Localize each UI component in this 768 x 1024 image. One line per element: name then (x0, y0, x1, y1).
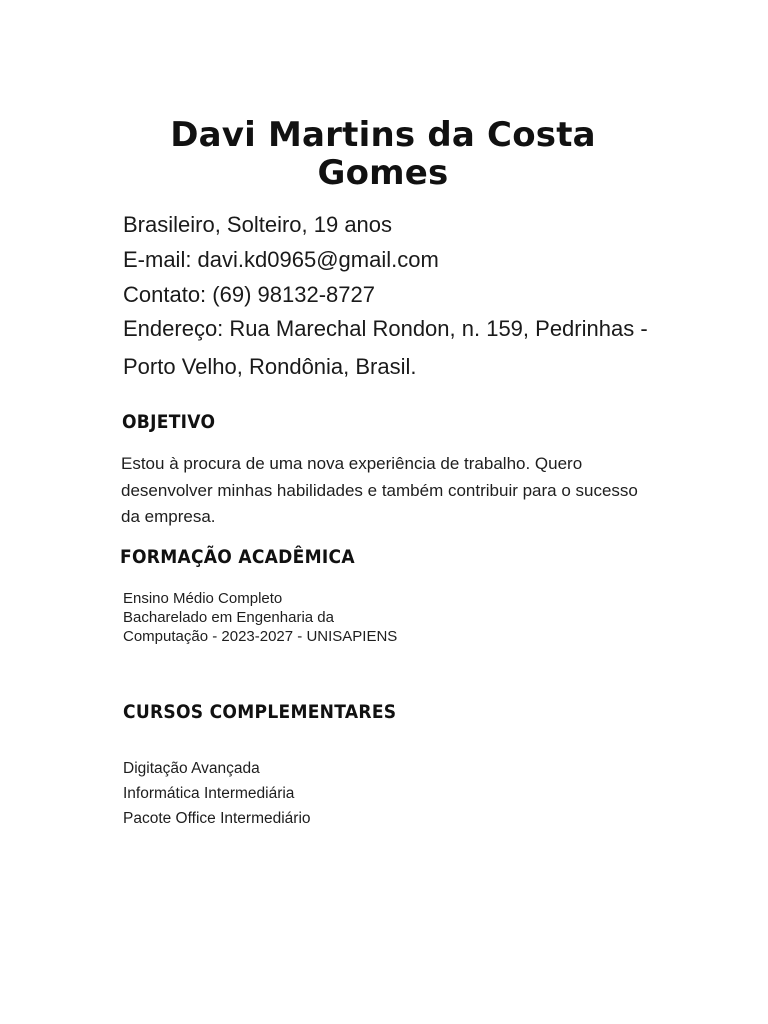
personal-info-line: Brasileiro, Solteiro, 19 anos (123, 212, 393, 237)
curso-item: Pacote Office Intermediário (123, 810, 311, 827)
contact-line: Contato: (69) 98132-8727 (123, 282, 375, 307)
formacao-item: Ensino Médio Completo (123, 590, 283, 607)
cursos-heading: CURSOS COMPLEMENTARES (123, 701, 397, 723)
curso-item: Digitação Avançada (123, 760, 260, 777)
cursos-list (123, 756, 423, 831)
curso-item: Informática Intermediária (123, 785, 295, 802)
email-line: E-mail: davi.kd0965@gmail.com (123, 247, 439, 272)
objetivo-text: Estou à procura de uma nova experiência de trabalho. Quero desenvolver minhas habilidades e também contribuir para o sucesso da empresa. (121, 454, 638, 526)
objetivo-heading: OBJETIVO (122, 411, 216, 433)
formacao-item: Bacharelado em Engenharia da Computação - 2023-2027 - UNISAPIENS (123, 609, 398, 645)
address-line: Endereço: Rua Marechal Rondon, n. 159, Pedrinhas - Porto Velho, Rondônia, Brasil. (123, 316, 648, 379)
formacao-list (123, 589, 413, 646)
personal-info-block (123, 207, 703, 386)
formacao-heading: FORMAÇÃO ACADÊMICA (120, 546, 355, 568)
resume-name: Davi Martins da Costa Gomes (170, 115, 596, 193)
